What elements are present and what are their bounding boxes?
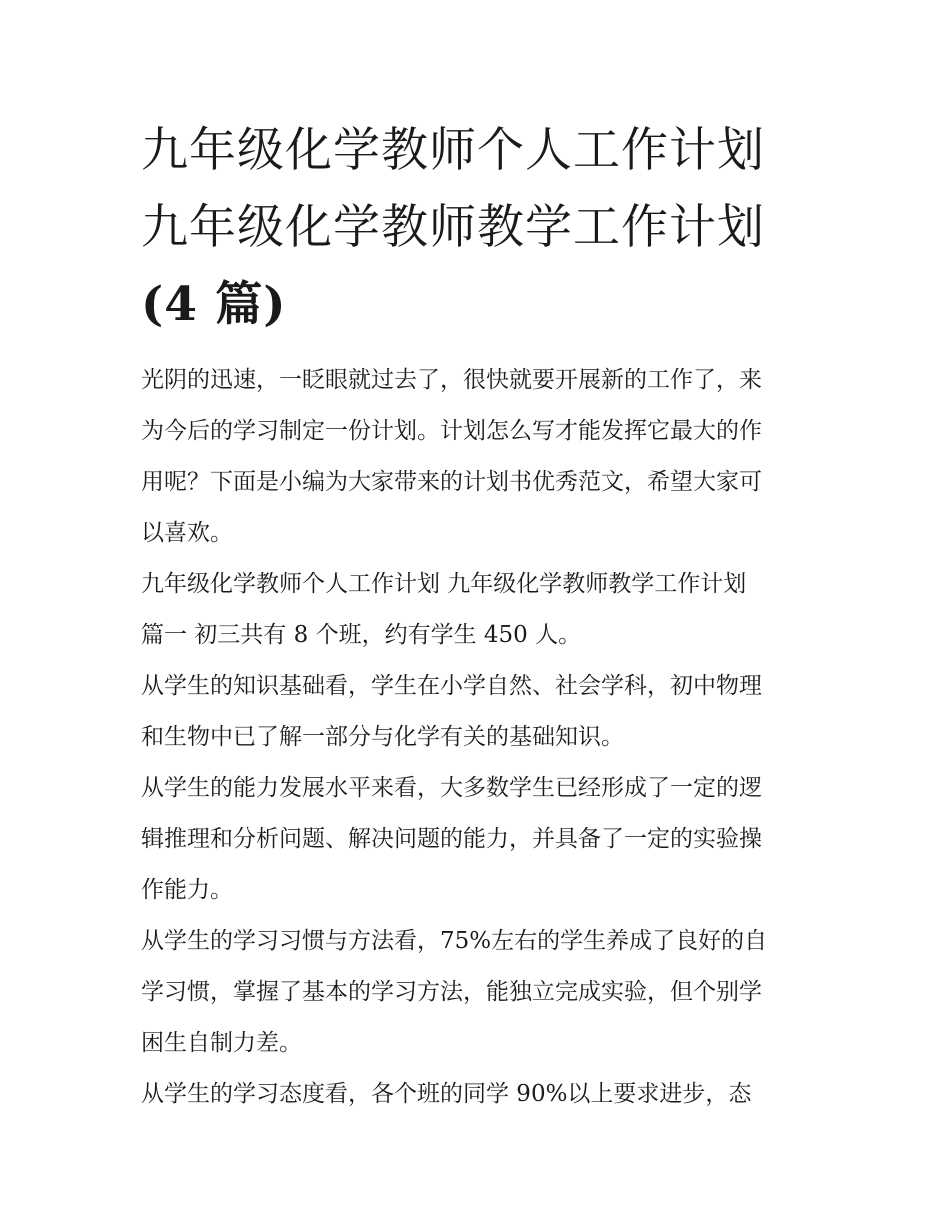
text-line: 和生物中已了解一部分与化学有关的基础知识。 [141,724,624,750]
text-line: 作能力。 [141,877,233,903]
text-line: 九年级化学教师个人工作计划 九年级化学教师教学工作计划 [141,571,747,597]
title-line: 九年级化学教师教学工作计划 [141,200,765,255]
document-body [141,355,821,1120]
text-line: 学习惯，掌握了基本的学习方法，能独立完成实验，但个别学 [141,979,762,1005]
paragraph-subtitle [141,559,821,610]
paragraph-attitude [141,1069,821,1120]
text-line: 从学生的学习态度看，各个班的同学 90%以上要求进步，态 [141,1081,752,1107]
paragraph-knowledge [141,661,821,763]
text-line: 为今后的学习制定一份计划。计划怎么写才能发挥它最大的作 [141,418,762,444]
text-line: 光阴的迅速，一眨眼就过去了，很快就要开展新的工作了，来 [141,367,762,393]
text-line: 以喜欢。 [141,520,233,546]
text-line: 从学生的知识基础看，学生在小学自然、社会学科，初中物理 [141,673,762,699]
text-line: 用呢？下面是小编为大家带来的计划书优秀范文，希望大家可 [141,469,762,495]
text-line: 从学生的能力发展水平来看，大多数学生已经形成了一定的逻 [141,775,762,801]
paragraph-habits [141,916,821,1069]
paragraph-class-info [141,610,821,661]
text-line: 困生自制力差。 [141,1030,302,1056]
text-line: 从学生的学习习惯与方法看，75%左右的学生养成了良好的自 [141,928,768,954]
text-line: 篇一 初三共有 8 个班，约有学生 450 人。 [141,622,582,648]
paragraph-ability [141,763,821,916]
title-line: 九年级化学教师个人工作计划 [141,123,765,178]
text-line: 辑推理和分析问题、解决问题的能力，并具备了一定的实验操 [141,826,762,852]
paragraph-intro [141,355,821,559]
document-title [141,112,821,343]
title-line: (4 篇) [141,277,287,332]
